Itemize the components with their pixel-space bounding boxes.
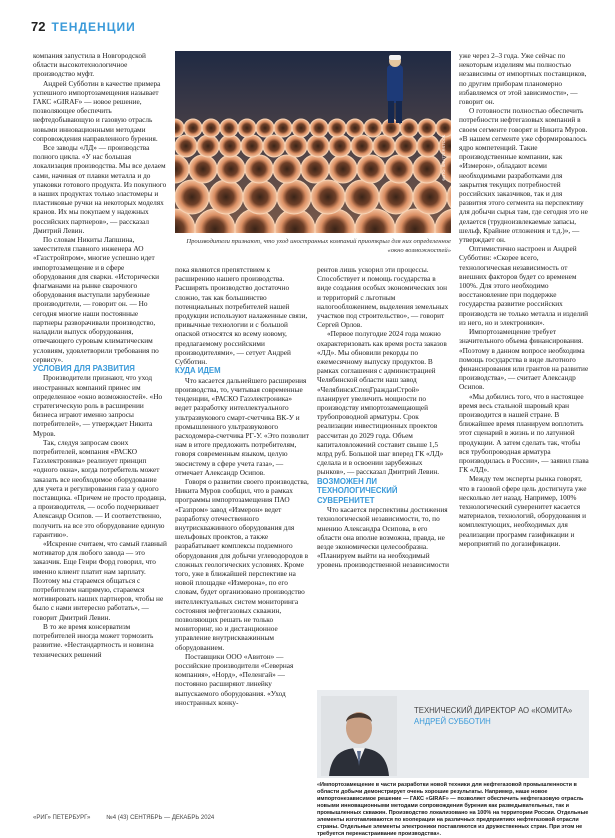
pipes-photo [175, 51, 451, 233]
paragraph: Андрей Субботин в качестве примера успешного импортозамещения называет ГАКС «GIRAF» — новое решение, позволяющее обеспечить нефтедобывающую и газовую отрасль новыми инновационными методами сопровождения направленного бурения. [33, 78, 161, 143]
pipe-end [373, 135, 395, 157]
pipe-end [346, 119, 364, 137]
paragraph: Все заводы «ЛД» — производства полного цикла. «У нас большая локализация производства. Мы все делаем сами, начиная от плавки металла и до упаковки готового продукта. Из покупного в наших продуктах только эластомеры и пластиковые ручки на некоторых моделях кранов. Их мы покупаем у надежных российских партнеров», — рассказал Дмитрий Левин. [33, 143, 167, 235]
pipe-end [307, 135, 329, 157]
pipe-end [189, 155, 217, 183]
interview-box [317, 690, 589, 837]
subheading: КУДА ИДЕМ [175, 366, 221, 376]
paragraph: рентов лишь ускорил эти процессы. Способствует и помощь государства в виде создания особых экономических зон и территорий с льготным налогообложением, выделения земельных участков под строительство», — говорит Сергей Орлов. [317, 265, 449, 330]
person-portrait [321, 696, 397, 776]
pipe-end [209, 180, 243, 214]
pipe-end [220, 119, 238, 137]
paragraph: компания запустила в Новгородской области высокотехнологичное производство муфт. [33, 51, 146, 79]
pipe-end [400, 119, 418, 137]
paragraph: В то же время консерватизм потребителей иногда может тормозить развитие. «Нестандартность и новизна технических решений [33, 621, 154, 659]
paragraph: «Искренне считаем, что самый главный мотиватор для любого завода — это заказчик. Еще Генри Форд говорил, что именно клиент платит нам зарплату. Поэтому мы стараемся общаться с потребителем напрямую, стараемся мотивировать наших партнеров, чтобы не было с нами интересно работать», — говорит Дмитрий Левин. [33, 539, 167, 622]
interview-title: ТЕХНИЧЕСКИЙ ДИРЕКТОР АО «КОМИТА» [414, 706, 573, 715]
paragraph: Что касается дальнейшего расширения производства, то, учитывая современные тенденции, «РАСКО Газэлектроника» ведет разработку интеллектуального ультразвукового смарт-счетчика ВК-У и промышленного ультразвукового расходомера-счетчика РГ-У. «Это позволит нам в итоге предложить потребителям, говоря современным языком, целую экосистему в сфере учета газа», — отмечает Александр Осипов. [175, 375, 309, 477]
paragraph: «Первое полугодие 2024 года можно охарактеризовать как время роста заказов «ЛД». Мы обновили рекорды по ежемесячному выпуску продуктов. В рамках соглашения с администрацией Челябинской области наш завод «ЧелябинскСпецГражданСтрой» планирует увеличить мощности по производству импортозамещающей трубопроводной арматуры. Срок реализации инвестиционных проектов рассчитан до 2029 года. Объем капиталовложений составит свыше 1,5 млрд руб. Большой шаг вперед ГК «ЛД» сделала и в освоении зарубежных рынков», — рассказал Дмитрий Левин. [317, 329, 447, 477]
pipe-end [413, 180, 447, 214]
pipe-end [219, 135, 241, 157]
pipes-illustration [175, 51, 451, 233]
pipe-end [364, 119, 382, 137]
pipe-end [245, 155, 273, 183]
column-1 [33, 51, 167, 659]
pipe-end [184, 119, 202, 137]
pipe-end [311, 180, 345, 214]
page-number: 72 [31, 19, 46, 34]
pipe-end [329, 155, 357, 183]
column-3 [317, 265, 451, 570]
pipe-end [351, 135, 373, 157]
pipe-end [395, 135, 417, 157]
page-header [31, 19, 136, 34]
pipe-end [273, 155, 301, 183]
interview-quote: «Импортозамещение в части разработки новой техники для нефтегазовой промышленности в области добычи демонстрирует очень хорошие результаты. Например, наше новое импортонезависимое решение — ГАКС «GIRAF» — позволяет обеспечить нефтегазовую отрасль новыми инновационными методами сопровождения бурения как разведывательных, так и промышленных скважин. Производство локализовано на 100% на территории России. Отдельные элементы изготавливаются по кооперации на различных предприятиях нефтегазовой отрасли страны. Отдельные элементы электроники поставляются из дружественных стран. При этом не требуется перенастраивание производства». [317, 782, 589, 837]
pipe-end [175, 180, 209, 214]
pipe-end [241, 135, 263, 157]
pipe-end [292, 119, 310, 137]
subheading: ВОЗМОЖЕН ЛИ ТЕХНОЛОГИЧЕСКИЙ СУВЕРЕНИТЕТ [317, 476, 398, 505]
pipe-end [175, 135, 197, 157]
paragraph: уже через 2–3 года. Уже сейчас по некоторым изделиям мы полностью независимы от импортных поставщиков, по другим приборам планомерно избавляемся от этой зависимости», — говорит он. [459, 51, 587, 107]
pipe-end [328, 119, 346, 137]
pipe-end [345, 180, 379, 214]
pipe-end [217, 155, 245, 183]
paragraph: Оптимистично настроен и Андрей Субботин: «Скорее всего, технологическая независимость от внешних факторов будет со временем 100%. Для этого необходимо восстановление при поддержке государства развитие российских производств не только металла и изделий из него, но и электроники». [459, 244, 589, 327]
pipe-end [238, 119, 256, 137]
pipe-end [277, 180, 311, 214]
pipe-end [357, 155, 385, 183]
pipe-end [285, 135, 307, 157]
section-title: ТЕНДЕНЦИИ [51, 19, 136, 34]
pipe-end [301, 155, 329, 183]
pipe-end [436, 119, 451, 137]
pipe-end [385, 155, 413, 183]
page-footer [33, 815, 214, 821]
paragraph: Поставщики ООО «Авитон» — российские производители «Северная компания», «Норд», «Пеленгай» — постоянно расширяют линейку выпускаемого оборудования. «Уход иностранных конку- [175, 651, 294, 707]
pipe-end [202, 119, 220, 137]
pipe-end [310, 119, 328, 137]
pipe-end [274, 119, 292, 137]
pipe-end [418, 119, 436, 137]
footer-magazine: «РИГ» ПЕТЕРБУРГ» [33, 815, 91, 821]
column-2 [175, 265, 309, 707]
avatar [321, 696, 397, 776]
paragraph: Импортозамещение требует значительного объема финансирования. «Поэтому в данном вопросе необходима помощь государства в виде льготного финансирования или грантов на развитие производства», — считает Александр Осипов. [459, 327, 589, 392]
footer-issue: №4 (43) СЕНТЯБРЬ — ДЕКАБРЬ 2024 [106, 815, 215, 821]
pipe-end [197, 135, 219, 157]
interview-name: АНДРЕЙ СУББОТИН [414, 717, 491, 726]
paragraph: Говоря о развитии своего производства, Никита Муров сообщил, что в рамках программы импортозамещения ПАО «Газпром» завод «Измерон» ведет разработку отечественного внутрискважинного оборудования для шельфовых проектов, а также разрабатывает комплексы подземного оборудования для добычи углеводородов в сложных геологических условиях. Кроме того, уже в ближайшей перспективе на новой площадке «Измерона», по его словам, будет организовано производство интеллектуальных систем мониторинга состояния нефтегазовых скважин, позволяющих решать не только мониторинг, но и дистанционное управление внутрискважинным оборудованием. [175, 476, 309, 652]
pipe-end [243, 180, 277, 214]
pipe-end [379, 180, 413, 214]
paragraph: Производители признают, что уход иностранных компаний принес им определенное «окно возможностей». «Но стратегическую роль в расширении бизнеса играют именно запросы потребителей», — утверждает Никита Муров. [33, 373, 163, 438]
pipe-end [263, 135, 285, 157]
pipe-end [413, 155, 441, 183]
paragraph: Так, следуя запросам своих потребителей, компания «РАСКО Газэлектроника» реализует принцип «одного окна», когда потребитель может заказать все необходимое оборудование для учета и регулирования газа у одного поставщика. «Причем не просто продавца, а производителя, — особо подчеркивает Александр Осипов. — И соответственно, получить на все это оборудование единую гарантию». [33, 437, 167, 539]
pipe-end [329, 135, 351, 157]
column-4 [459, 51, 589, 548]
paragraph: «Мы добились того, что в настоящее время весь стальной шаровый кран производится в нашей стране. В ближайшее время планируем воплотить этот сценарий в жизнь и по латунной продукции. А затем сделать так, чтобы вся трубопроводная арматура производилась в России», — заявил глава ГК «ЛД». [459, 391, 589, 475]
paragraph: О готовности полностью обеспечить потребности нефтегазовых компаний в своем сегменте говорят и Никита Муров. «В нашем сегменте уже сформировалось ядро компетенций. Такие производственные компании, как «Измерон», обладают всеми необходимыми разработками для закрытия текущих потребностей российских заказчиков, так и для развития этого сегмента на перспективу для добычи сырья там, где сегодня это не делается (трудноизвлекаемые запасы, шельф, Крайние отложения и т.д.)», — утверждает он. [459, 106, 588, 245]
paragraph: пока являются препятствием к расширению нашего производства. Расширять производство достаточно сложно, так как большинство потенциальных потребителей нашей продукции используют налаженные связи, привычные технологии и с большой опаской относятся ко всему новому, предлагаемому российскими производителями», — сетует Андрей Субботин. [175, 265, 308, 367]
subheading: УСЛОВИЯ ДЛЯ РАЗВИТИЯ [33, 363, 135, 373]
photo-credit: ФОТО: SHUTTERSTOCK [441, 134, 446, 181]
photo-caption: Производители признают, что уход иностранных компаний приоткрыл для них определенное «окно возможностей» [186, 238, 451, 254]
pipe-end [417, 135, 439, 157]
paragraph: Между тем эксперты рынка говорят, что в газовой сфере цель достигнута уже несколько лет назад. Например, 100% технологический суверенитет касается материалов, технологий, оборудования и комплектующих, необходимых для реализации программ газификации и мероприятий по догазификации. [459, 474, 587, 548]
paragraph: По словам Никиты Лапшина, заместителя главного инженера АО «Газстройпром», многие успешно идет импортозамещение и в сфере оборудования для сварки. «Исторически флагманами на рынке сварочного оборудования выступали зарубежные производители, — говорит он. — Но сегодня многие наши постоянные партнеры разворачивали производство, наладили выпуск оборудования, отвечающего суровым климатическим условиям, удовлетворили требования по сервису». [33, 235, 160, 364]
paragraph: Что касается перспективы достижения технологической независимости, то, по мнению Александра Осипова, в его области она вполне возможна, правда, не везде экономически целесообразна. «Планируем выйти на необходимый уровень производственной независимости [317, 505, 450, 570]
pipe-end [256, 119, 274, 137]
